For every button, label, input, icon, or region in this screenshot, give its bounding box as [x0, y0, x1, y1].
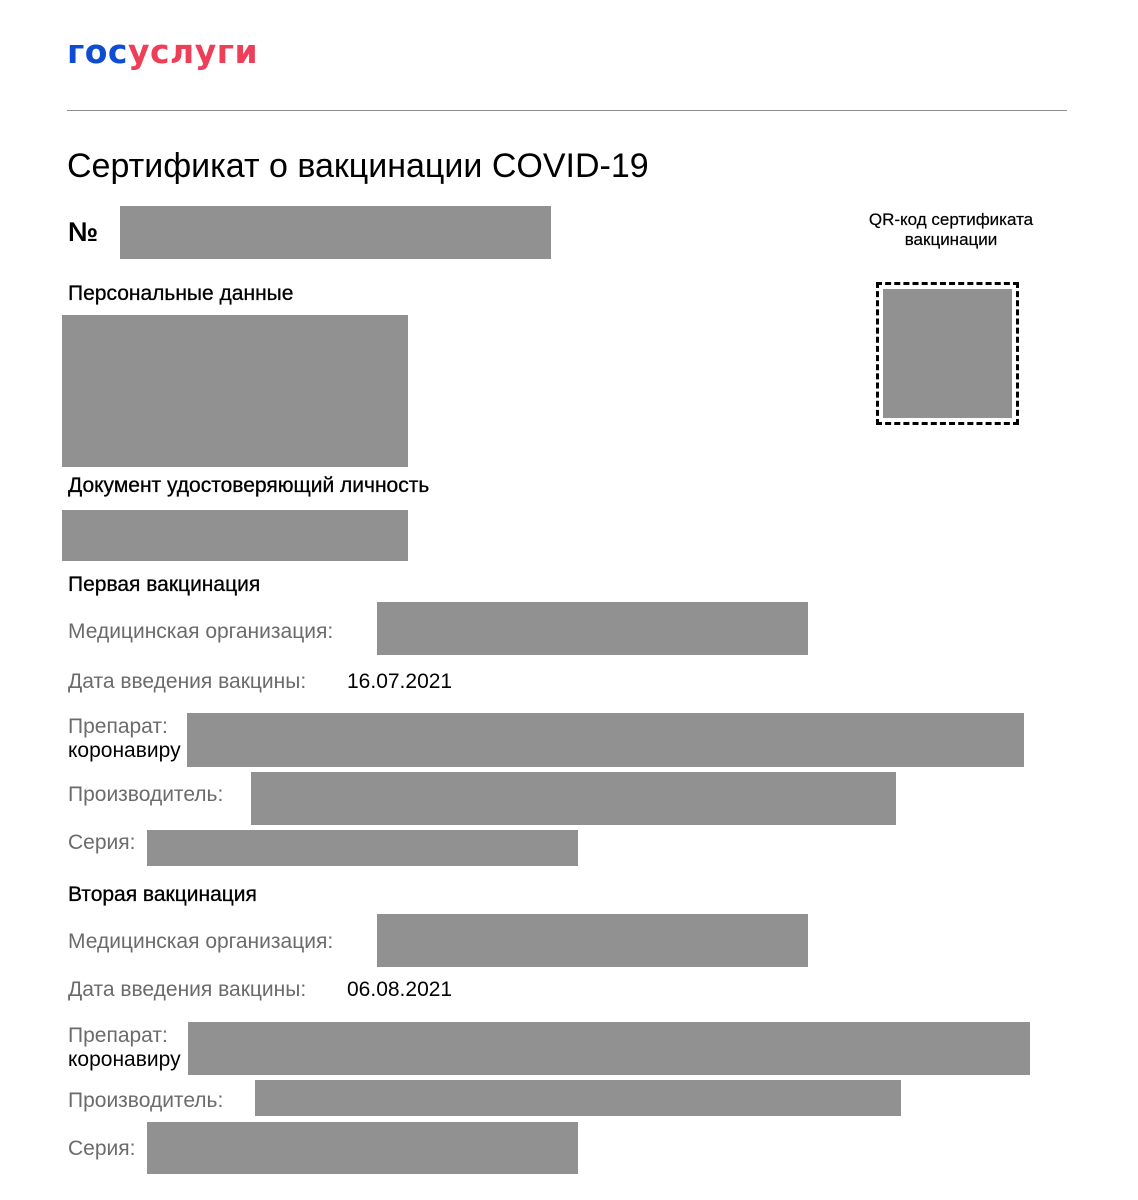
gosuslugi-logo[interactable] — [67, 32, 258, 72]
personal-data-heading: Персональные данные — [68, 282, 294, 305]
first-vaccination-heading: Первая вакцинация — [68, 573, 261, 596]
second-series-label: Серия: — [68, 1137, 136, 1160]
first-date-value: 16.07.2021 — [347, 670, 453, 693]
redacted-second-org — [377, 914, 808, 967]
logo-part-gos: гос — [67, 32, 128, 71]
first-date-label: Дата введения вакцины: — [68, 670, 307, 693]
qr-code — [876, 282, 1019, 425]
redacted-identity-document — [62, 510, 408, 561]
redacted-second-drug — [188, 1022, 1030, 1075]
qr-caption: QR-код сертификата вакцинации — [868, 210, 1034, 249]
identity-document-heading: Документ удостоверяющий личность — [68, 474, 430, 497]
redacted-first-series — [147, 830, 578, 866]
second-drug-label: Препарат: — [68, 1024, 168, 1047]
redacted-second-series — [147, 1122, 578, 1174]
redacted-certificate-number — [120, 206, 551, 259]
certificate-number-label: № — [68, 217, 99, 247]
first-series-label: Серия: — [68, 831, 136, 854]
second-date-value: 06.08.2021 — [347, 978, 453, 1001]
redacted-first-drug — [187, 713, 1024, 767]
first-org-label: Медицинская организация: — [68, 620, 334, 643]
first-drug-value: коронавиру — [68, 739, 181, 762]
redacted-personal-data — [62, 315, 408, 467]
header-divider — [67, 110, 1067, 111]
second-drug-value: коронавиру — [68, 1048, 181, 1071]
logo-part-uslugi: услуги — [127, 32, 259, 71]
first-drug-label: Препарат: — [68, 715, 168, 738]
redacted-qr-code — [883, 289, 1012, 418]
redacted-first-manufacturer — [251, 772, 896, 825]
redacted-second-manufacturer — [255, 1080, 901, 1116]
second-org-label: Медицинская организация: — [68, 930, 334, 953]
redacted-first-org — [377, 602, 808, 655]
second-vaccination-heading: Вторая вакцинация — [68, 883, 257, 906]
second-manufacturer-label: Производитель: — [68, 1089, 224, 1112]
second-date-label: Дата введения вакцины: — [68, 978, 307, 1001]
page-title: Сертификат о вакцинации COVID-19 — [67, 147, 649, 185]
first-manufacturer-label: Производитель: — [68, 783, 224, 806]
